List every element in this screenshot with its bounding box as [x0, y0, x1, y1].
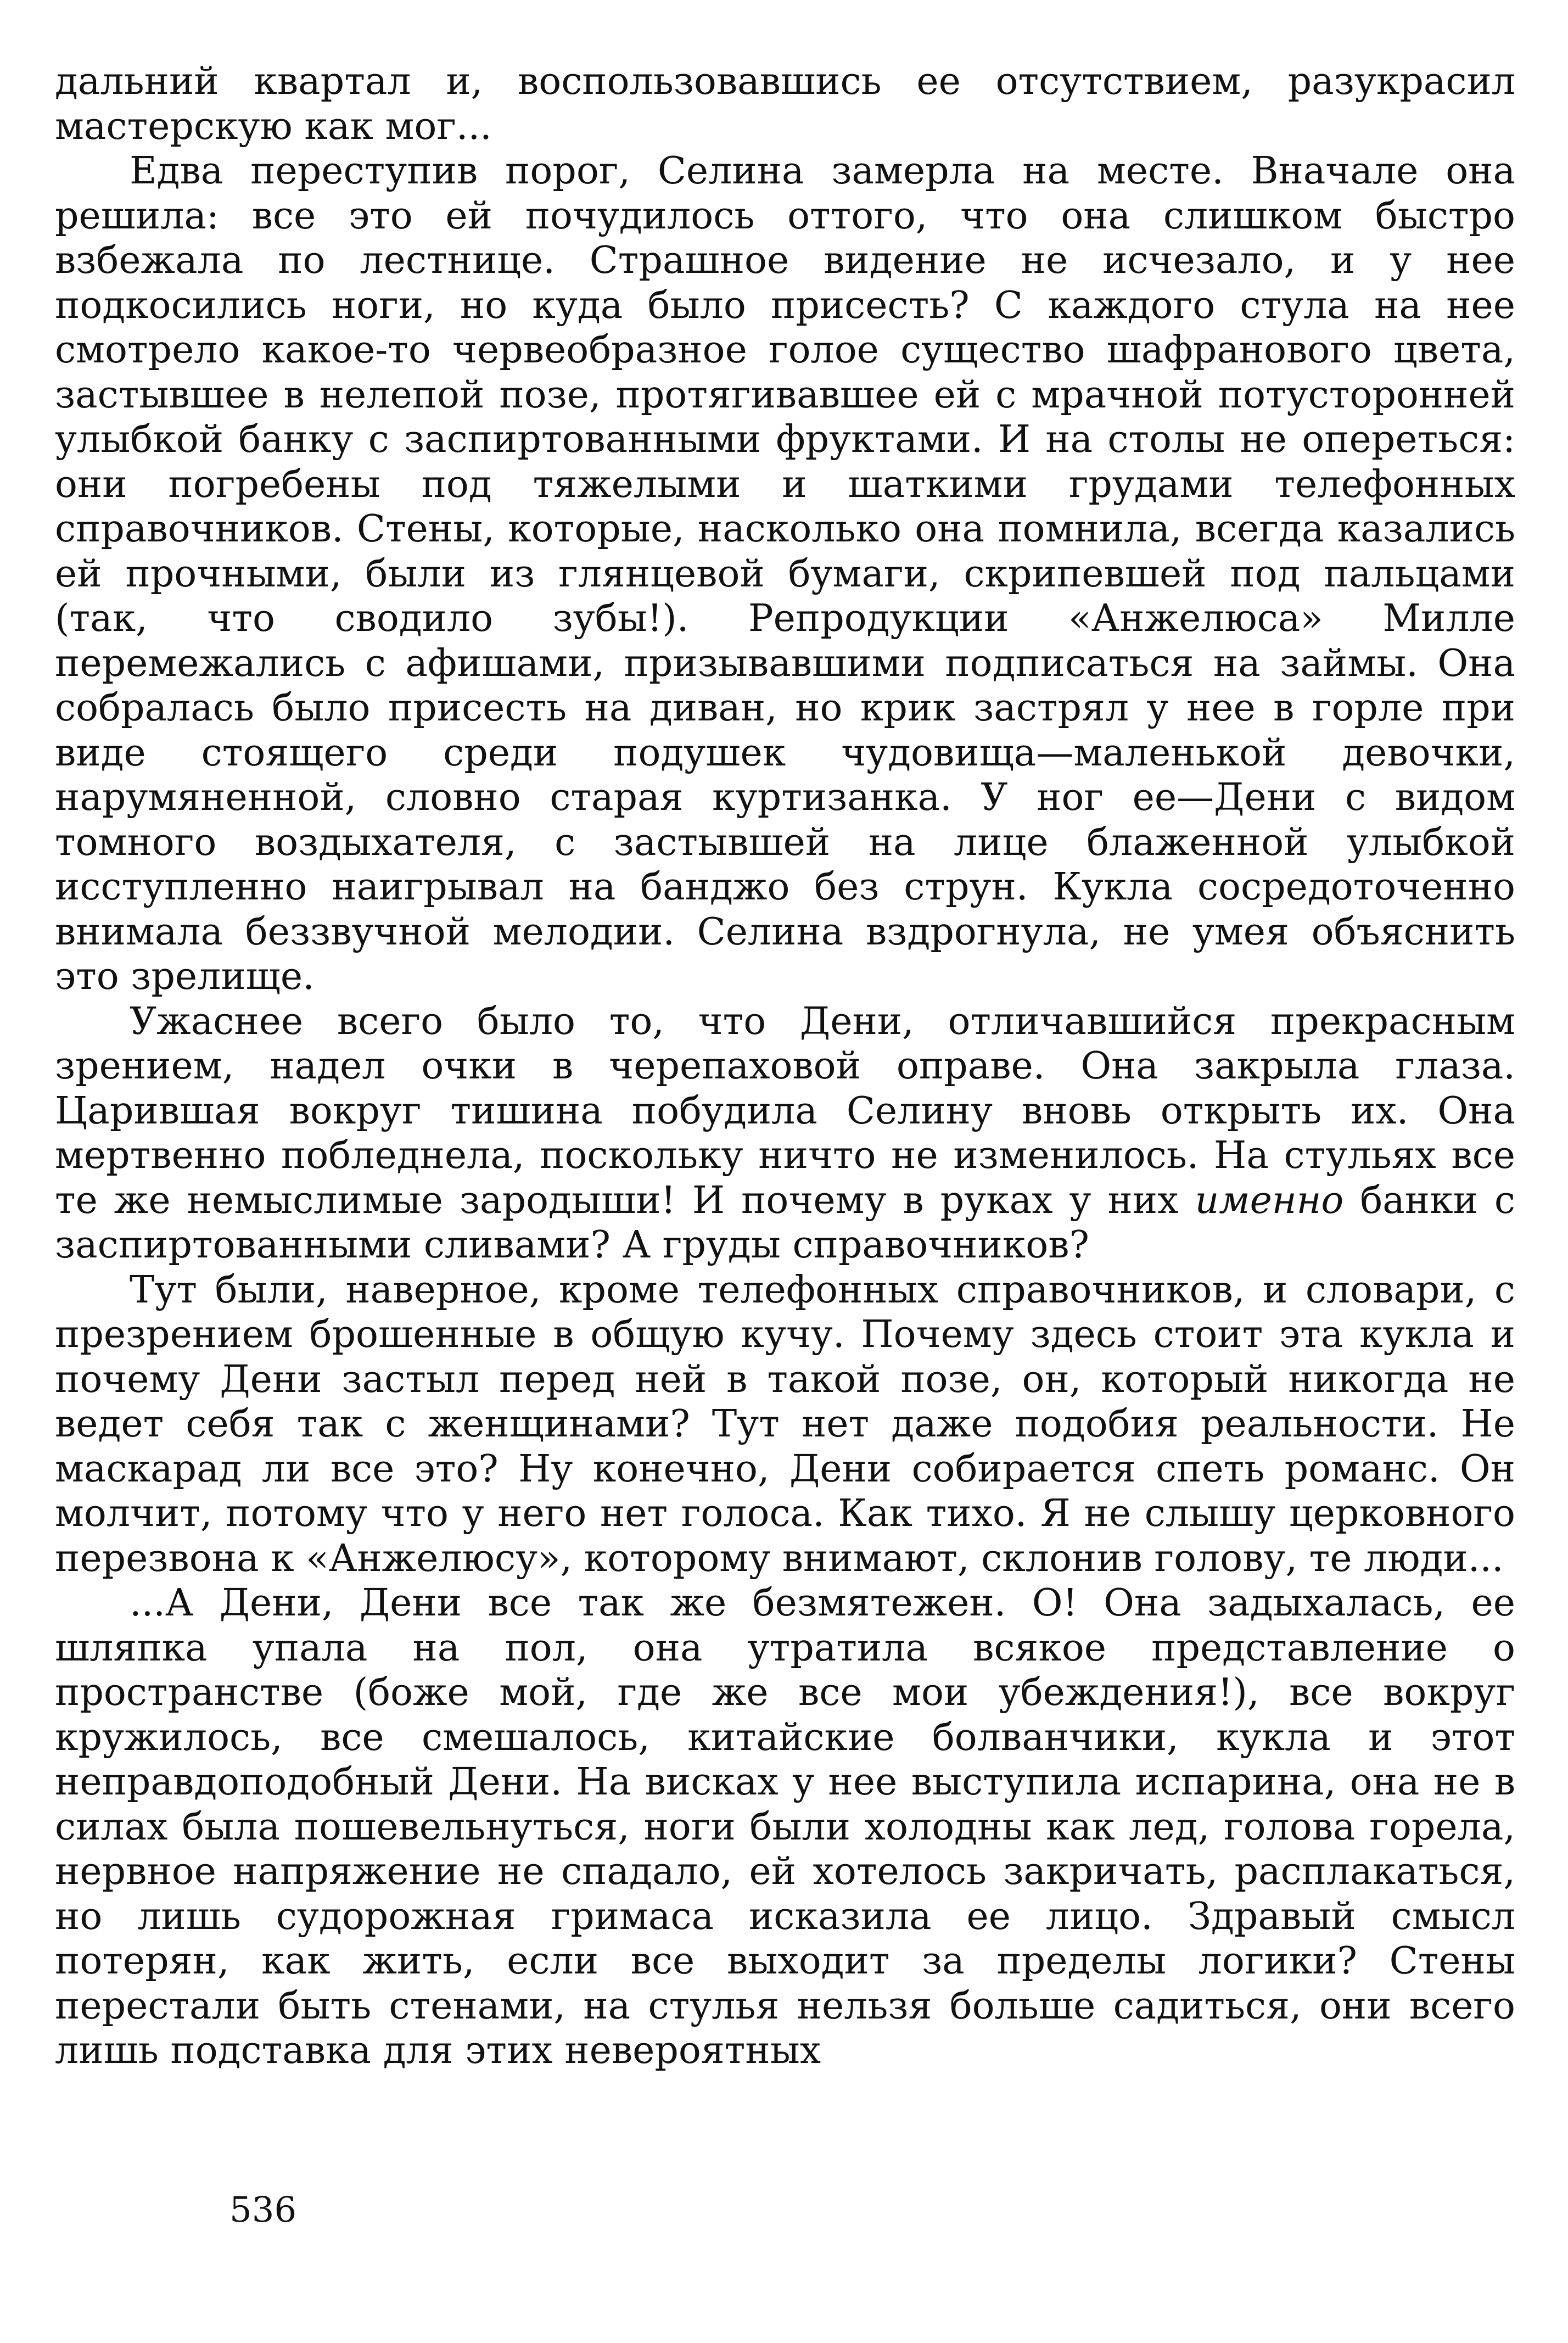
italic-emphasis: именно [1195, 1178, 1344, 1222]
paragraph-2 [55, 149, 1515, 999]
text-segment: Ужаснее всего было то, что Дени, отличавшийся прекрасным зрением, надел очки в черепаховой оправе. Она закрыла глаза. Царившая вокруг тишина побудила Селину вновь открыть их. Она мертвенно побледнела, поскольку ничто не изменилось. На стульях все те же немыслимые зародыши! И почему в руках у них [55, 999, 1515, 1222]
text-segment: ...А Дени, Дени все так же безмятежен. О! Она задыхалась, ее шляпка упала на пол, она утратила всякое представление о пространстве (боже мой, где же все мои убеждения!), все вокруг кружилось, все смешалось, китайские болванчики, кукла и этот неправдоподобный Дени. На висках у нее выступила испарина, она не в силах была пошевельнуться, ноги были холодны как лед, голова горела, нервное напряжение не спадало, ей хотелось закричать, расплакаться, но лишь судорожная гримаса исказила ее лицо. Здравый смысл потерян, как жить, если все выходит за пределы логики? Стены перестали быть стенами, на стулья нельзя больше садиться, они всего лишь подставка для этих невероятных [55, 1581, 1515, 2072]
paragraph-1 [55, 59, 1515, 149]
text-segment: банки с заспиртованными сливами? А груды справочников? [55, 1178, 1515, 1267]
text-segment: дальний квартал и, воспользовавшись ее отсутствием, разукрасил мастерскую как мог... [55, 60, 1515, 148]
paragraph-5 [55, 1581, 1515, 2073]
page-number: 536 [229, 2190, 297, 2230]
paragraph-3 [55, 999, 1515, 1268]
paragraph-4 [55, 1268, 1515, 1581]
text-segment: Едва переступив порог, Селина замерла на месте. Вначале она решила: все это ей почудилось оттого, что она слишком быстро взбежала по лестнице. Страшное видение не исчезало, и у нее подкосились ноги, но куда было присесть? С каждого стула на нее смотрело какое-то червеобразное голое существо шафранового цвета, застывшее в нелепой позе, протягивавшее ей с мрачной потусторонней улыбкой банку с заспиртованными фруктами. И на столы не опереться: они погребены под тяжелыми и шаткими грудами телефонных справочников. Стены, которые, насколько она помнила, всегда казались ей прочными, были из глянцевой бумаги, скрипевшей под пальцами (так, что сводило зубы!). Репродукции «Анжелюса» Милле перемежались с афишами, призывавшими подписаться на займы. Она собралась было присесть на диван, но крик застрял у нее в горле при виде стоящего среди подушек чудовища—маленькой девочки, нарумяненной, словно старая куртизанка. У ног ее—Дени с видом томного воздыхателя, с застывшей на лице блаженной улыбкой исступленно наигрывал на банджо без струн. Кукла сосредоточенно внимала беззвучной мелодии. Селина вздрогнула, не умея объяснить это зрелище. [55, 149, 1515, 998]
page-text-block [55, 59, 1515, 2073]
text-segment: Тут были, наверное, кроме телефонных справочников, и словари, с презрением брошенные в общую кучу. Почему здесь стоит эта кукла и почему Дени застыл перед ней в такой позе, он, который никогда не ведет себя так с женщинами? Тут нет даже подобия реальности. Не маскарад ли все это? Ну конечно, Дени собирается спеть романс. Он молчит, потому что у него нет голоса. Как тихо. Я не слышу церковного перезвона к «Анжелюсу», которому внимают, склонив голову, те люди... [55, 1268, 1515, 1580]
